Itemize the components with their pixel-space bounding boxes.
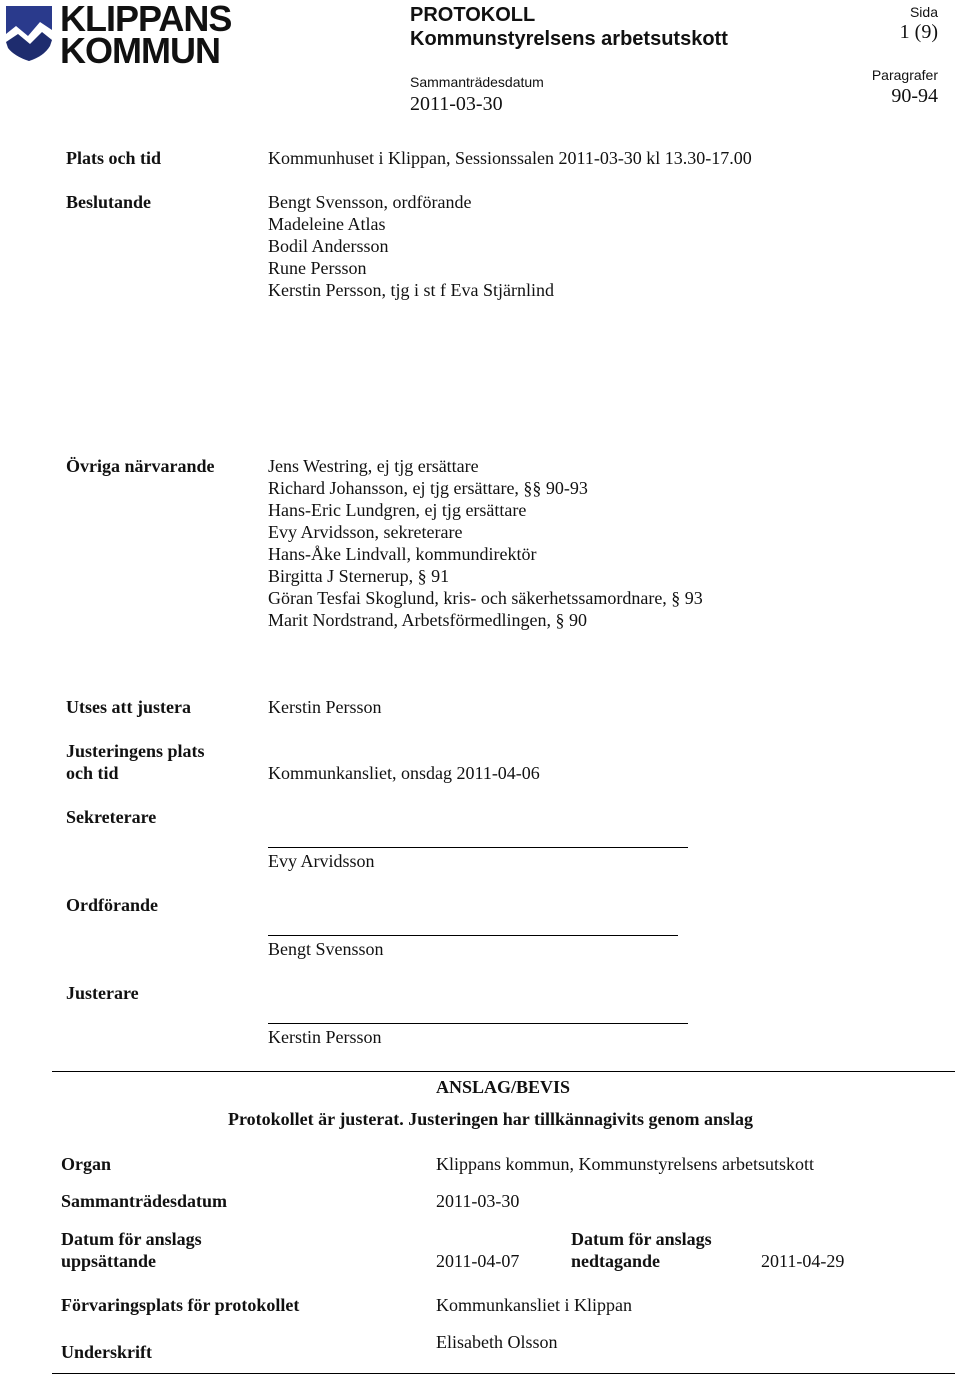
page-label: Sida [909,4,938,20]
adjuster-signature-line [268,1023,688,1024]
posted-label-1: Datum för anslags [61,1229,202,1249]
removed-date: 2011-04-29 [761,1251,845,1271]
signature-label: Underskrift [61,1342,152,1362]
list-item: Hans-Åke Lindvall, kommundirektör [268,544,537,564]
list-item: Kerstin Persson, tjg i st f Eva Stjärnlind [268,280,554,300]
place-label: Plats och tid [66,148,162,168]
appointed-label: Utses att justera [66,697,191,717]
secretary-label: Sekreterare [66,807,157,827]
document-type: PROTOKOLL [410,4,536,26]
list-item: Jens Westring, ej tjg ersättare [268,456,479,476]
place-value: Kommunhuset i Klippan, Sessionssalen 2011-03-30 kl 13.30-17.00 [268,148,752,168]
storage-value: Kommunkansliet i Klippan [436,1295,632,1315]
list-item: Bengt Svensson, ordförande [268,192,472,212]
list-item: Evy Arvidsson, sekreterare [268,522,463,542]
secretary-signature-line [268,847,688,848]
logo-line-1: KLIPPANS [60,0,232,39]
appointed-value: Kerstin Persson [268,697,382,717]
adjust-place-label-2: och tid [66,763,119,783]
page-number: 1 (9) [899,21,938,43]
list-item: Göran Tesfai Skoglund, kris- och säkerhetssamordnare, § 93 [268,588,703,608]
adjuster-name: Kerstin Persson [268,1027,382,1047]
signature-value: Elisabeth Olsson [436,1332,558,1352]
others-list [268,455,703,631]
adjust-place-value: Kommunkansliet, onsdag 2011-04-06 [268,763,540,783]
klippan-shield-logo-icon [4,4,54,62]
secretary-name: Evy Arvidsson [268,851,375,871]
list-item: Madeleine Atlas [268,214,386,234]
organ-label: Organ [61,1154,112,1174]
chair-label: Ordförande [66,895,158,915]
deciding-label: Beslutande [66,192,152,212]
removed-label-1: Datum för anslags [571,1229,712,1249]
adjuster-label: Justerare [66,983,139,1003]
chair-name: Bengt Svensson [268,939,384,959]
others-label: Övriga närvarande [66,456,215,476]
notice-date-label: Sammanträdesdatum [61,1191,228,1211]
logo-line-2: KOMMUN [60,30,220,71]
organ-value: Klippans kommun, Kommunstyrelsens arbetsutskott [436,1154,814,1174]
removed-label-2: nedtagande [571,1251,661,1271]
list-item: Hans-Eric Lundgren, ej tjg ersättare [268,500,527,520]
paragraphs-label: Paragrafer [871,67,938,83]
posted-label-2: uppsättande [61,1251,157,1271]
paragraphs-range: 90-94 [891,85,938,107]
notice-date-value: 2011-03-30 [436,1191,520,1211]
list-item: Marit Nordstrand, Arbetsförmedlingen, § 90 [268,610,587,630]
storage-label: Förvaringsplats för protokollet [61,1295,300,1315]
chair-signature-line [268,935,678,936]
notice-subtitle: Protokollet är justerat. Justeringen har tillkännagivits genom anslag [228,1109,754,1129]
list-item: Birgitta J Sternerup, § 91 [268,566,450,586]
adjust-place-label-1: Justeringens plats [66,741,205,761]
notice-bottom-rule [52,1373,955,1374]
list-item: Bodil Andersson [268,236,389,256]
notice-top-rule [52,1071,955,1072]
deciding-list [268,191,554,301]
meeting-date-label: Sammanträdesdatum [410,74,544,90]
body-name: Kommunstyrelsens arbetsutskott [410,28,728,50]
list-item: Richard Johansson, ej tjg ersättare, §§ 90-93 [268,478,588,498]
list-item: Rune Persson [268,258,367,278]
notice-title: ANSLAG/BEVIS [436,1077,571,1097]
posted-date: 2011-04-07 [436,1251,520,1271]
meeting-date: 2011-03-30 [410,93,503,115]
